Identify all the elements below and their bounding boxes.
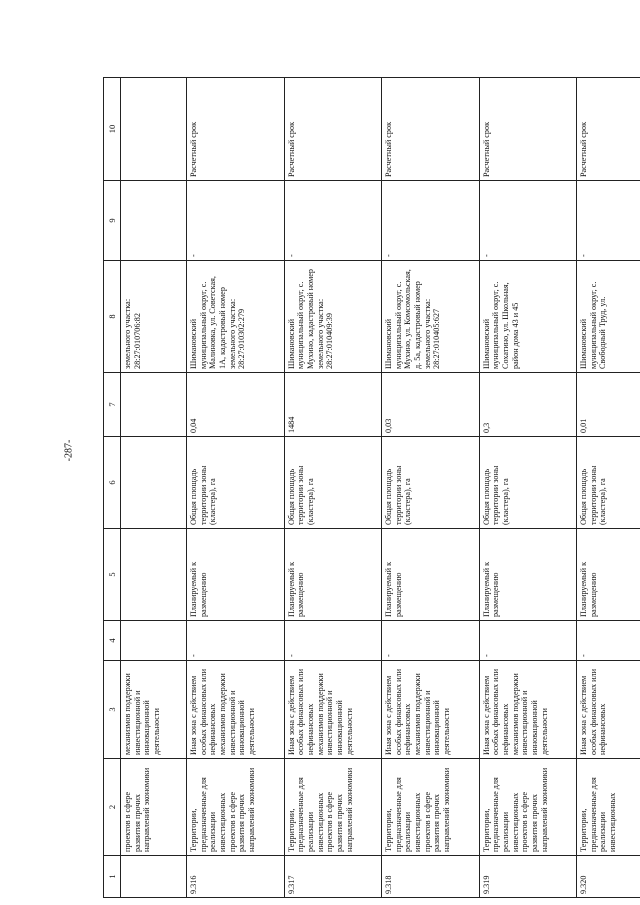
table-row [284, 78, 382, 898]
cell-col4: - [382, 621, 480, 661]
cell-number: 9.317 [284, 856, 382, 898]
cell-characteristic: Общая площадь территории зоны (кластера), га [284, 437, 382, 529]
cell-characteristic: Общая площадь территории зоны (кластера), га [187, 437, 285, 529]
header-row [104, 78, 121, 898]
cell-characteristic: Общая площадь территории зоны (кластера), га [382, 437, 480, 529]
cell-term: Расчетный срок [382, 78, 480, 181]
cell-status: Планируемый к размещению [284, 529, 382, 621]
cell-number: 9.320 [577, 856, 640, 898]
header-col-5: 5 [104, 529, 121, 621]
cell-col4: - [577, 621, 640, 661]
cell-zone-type: Иная зона с действием особых финансовых или нефинансовых механизмов поддержки инвестиционной и инновационной деятельности [382, 661, 480, 759]
header-col-2: 2 [104, 759, 121, 856]
header-col-4: 4 [104, 621, 121, 661]
cell-value: 0,01 [577, 373, 640, 437]
cell-location: Шимановский муниципальный округ, с. Сохатино, ул. Школьная, район дома 43 и 45 [479, 261, 577, 373]
table-row [479, 78, 577, 898]
cell-value: 0,03 [382, 373, 480, 437]
cell-col9: - [479, 181, 577, 261]
cell-zone-type: Иная зона с действием особых финансовых или нефинансовых механизмов поддержки инвестиционной и инновационной деятельности [479, 661, 577, 759]
cell-number: 9.316 [187, 856, 285, 898]
cell-value: 0,04 [187, 373, 285, 437]
cell-col9: - [577, 181, 640, 261]
cell-characteristic: Общая площадь территории зоны (кластера), га [479, 437, 577, 529]
cell-characteristic: Общая площадь территории зоны (кластера), га [577, 437, 640, 529]
cell-col4: - [284, 621, 382, 661]
cell-term: Расчетный срок [284, 78, 382, 181]
cell-zone-type: Иная зона с действием особых финансовых или нефинансовых механизмов поддержки инвестиционной и инновационной деятельности [187, 661, 285, 759]
cell-col9: - [382, 181, 480, 261]
cell-location: Шимановский муниципальный округ, с. Мухино, ул. Комсомольская, д. 5а, кадастровый номер земельного участка: 28:27:010405:627 [382, 261, 480, 373]
cell-term: Расчетный срок [577, 78, 640, 181]
cell-term [121, 78, 187, 181]
rotated-table-wrapper [103, 78, 640, 898]
investment-zones-table [103, 77, 640, 898]
cell-zone-type: механизмов поддержки инвестиционной и инновационной деятельности [121, 661, 187, 759]
cell-status: Планируемый к размещению [382, 529, 480, 621]
cell-territory: Территории, предназначенные для реализации инвестиционных проектов в сфере развития прочих направлений экономики [284, 759, 382, 856]
cell-number [121, 856, 187, 898]
cell-territory: Территории, предназначенные для реализации инвестиционных [577, 759, 640, 856]
table-row [187, 78, 285, 898]
cell-col9: - [187, 181, 285, 261]
cell-location: Шимановский муниципальный округ, с. Малиновка, ул. Советская, 1А, кадастровый номер земельного участка: 28:27:010302:279 [187, 261, 285, 373]
header-col-8: 8 [104, 261, 121, 373]
cell-col4 [121, 621, 187, 661]
header-col-3: 3 [104, 661, 121, 759]
cell-term: Расчетный срок [187, 78, 285, 181]
cell-territory: Территории, предназначенные для реализации инвестиционных проектов в сфере развития прочих направлений экономики [187, 759, 285, 856]
table-row [382, 78, 480, 898]
header-col-7: 7 [104, 373, 121, 437]
cell-value: 1484 [284, 373, 382, 437]
cell-characteristic [121, 437, 187, 529]
cell-value [121, 373, 187, 437]
header-col-10: 10 [104, 78, 121, 181]
cell-number: 9.319 [479, 856, 577, 898]
cell-col9: - [284, 181, 382, 261]
cell-col4: - [187, 621, 285, 661]
cell-location: Шимановский муниципальный округ, с. Мухино, кадастровый номер земельного участка: 28:27:010409:39 [284, 261, 382, 373]
cell-status [121, 529, 187, 621]
cell-territory: Территории, предназначенные для реализации инвестиционных проектов в сфере развития прочих направлений экономики [382, 759, 480, 856]
cell-territory: проектов в сфере развития прочих направлений экономики [121, 759, 187, 856]
header-col-1: 1 [104, 856, 121, 898]
table-row [121, 78, 187, 898]
cell-location: земельного участка: 28:27:010706:82 [121, 261, 187, 373]
cell-col4: - [479, 621, 577, 661]
cell-status: Планируемый к размещению [479, 529, 577, 621]
cell-col9 [121, 181, 187, 261]
cell-number: 9.318 [382, 856, 480, 898]
header-col-9: 9 [104, 181, 121, 261]
cell-location: Шимановский муниципальный округ, с. Свободный Труд, ул. [577, 261, 640, 373]
table-row [577, 78, 640, 898]
cell-term: Расчетный срок [479, 78, 577, 181]
cell-status: Планируемый к размещению [577, 529, 640, 621]
header-col-6: 6 [104, 437, 121, 529]
cell-territory: Территории, предназначенные для реализации инвестиционных проектов в сфере развития прочих направлений экономики [479, 759, 577, 856]
cell-zone-type: Иная зона с действием особых финансовых или нефинансовых механизмов поддержки инвестиционной и инновационной деятельности [284, 661, 382, 759]
page-number: -287- [63, 439, 75, 462]
cell-value: 0,3 [479, 373, 577, 437]
cell-zone-type: Иная зона с действием особых финансовых или нефинансовых [577, 661, 640, 759]
cell-status: Планируемый к размещению [187, 529, 285, 621]
